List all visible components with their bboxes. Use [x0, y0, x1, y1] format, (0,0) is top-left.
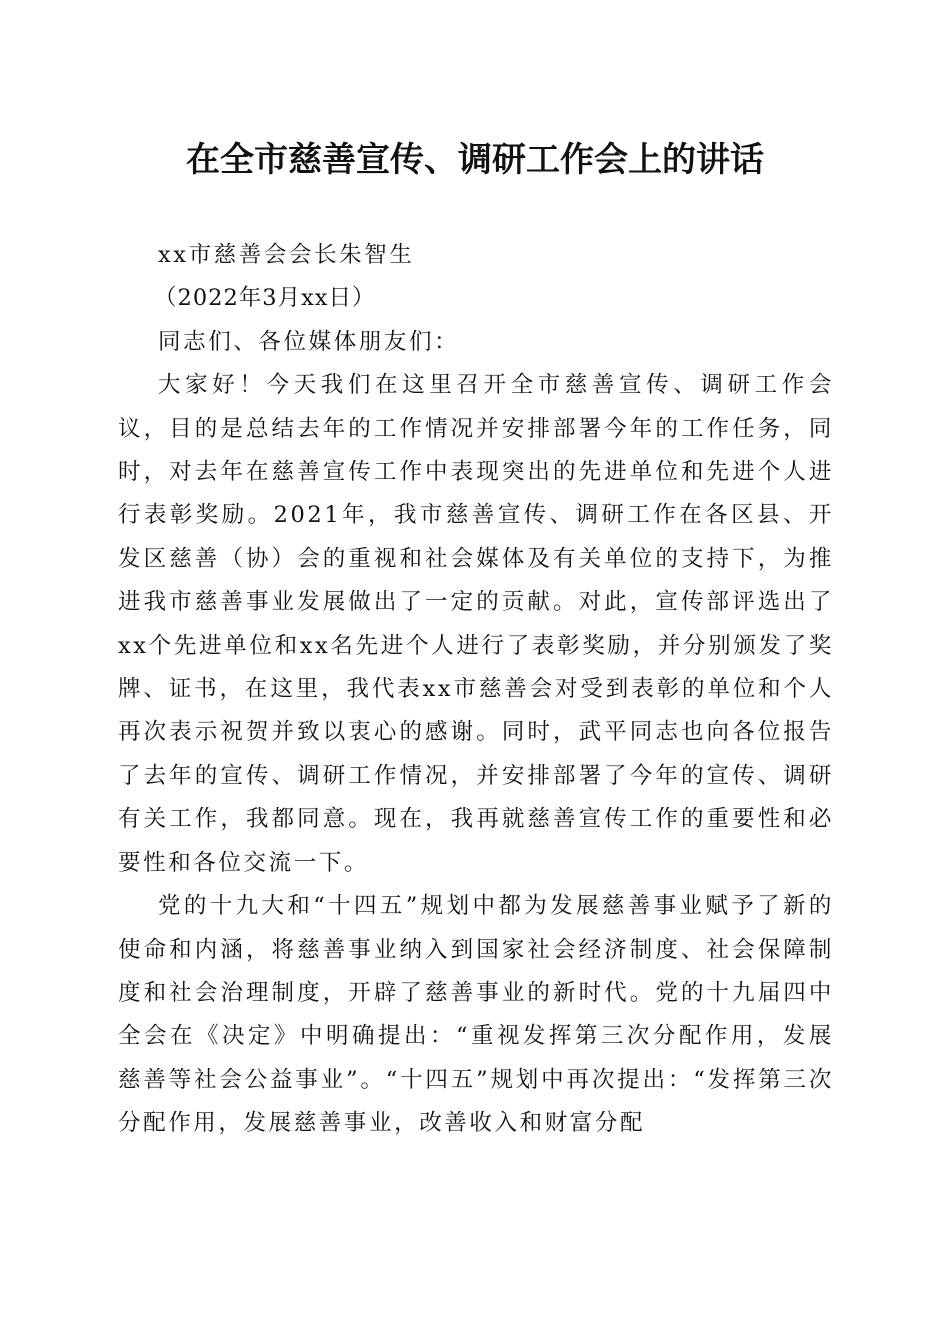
document-title: 在全市慈善宣传、调研工作会上的讲话 — [186, 140, 764, 180]
paragraph-2: 党的十九大和“十四五”规划中都为发展慈善事业赋予了新的使命和内涵，将慈善事业纳入到国家社会经济制度、社会保障制度和社会治理制度，开辟了慈善事业的新时代。党的十九届四中全会在《决定》中明确提出：“重视发挥第三次分配作用，发展慈善等社会公益事业”。“十四五”规划中再次提出：“发挥第三次分配作用，发展慈善事业，改善收入和财富分配 — [118, 893, 834, 1137]
document-body — [118, 234, 834, 1146]
author-line: xx市慈善会会长朱智生 — [158, 242, 415, 268]
date-line: （2022年3月xx日） — [154, 285, 376, 312]
salutation: 同志们、各位媒体朋友们： — [158, 328, 460, 355]
paragraph-1: 大家好！今天我们在这里召开全市慈善宣传、调研工作会议，目的是总结去年的工作情况并安排部署今年的工作任务，同时，对去年在慈善宣传工作中表现突出的先进单位和先进个人进行表彰奖励。2021年，我市慈善宣传、调研工作在各区县、开发区慈善（协）会的重视和社会媒体及有关单位的支持下，为推进我市慈善事业发展做出了一定的贡献。对此，宣传部评选出了xx个先进单位和xx名先进个人进行了表彰奖励，并分别颁发了奖牌、证书，在这里，我代表xx市慈善会对受到表彰的单位和个人再次表示祝贺并致以衷心的感谢。同时，武平同志也向各位报告了去年的宣传、调研工作情况，并安排部署了今年的宣传、调研有关工作，我都同意。现在，我再就慈善宣传工作的重要性和必要性和各位交流一下。 — [118, 372, 834, 876]
